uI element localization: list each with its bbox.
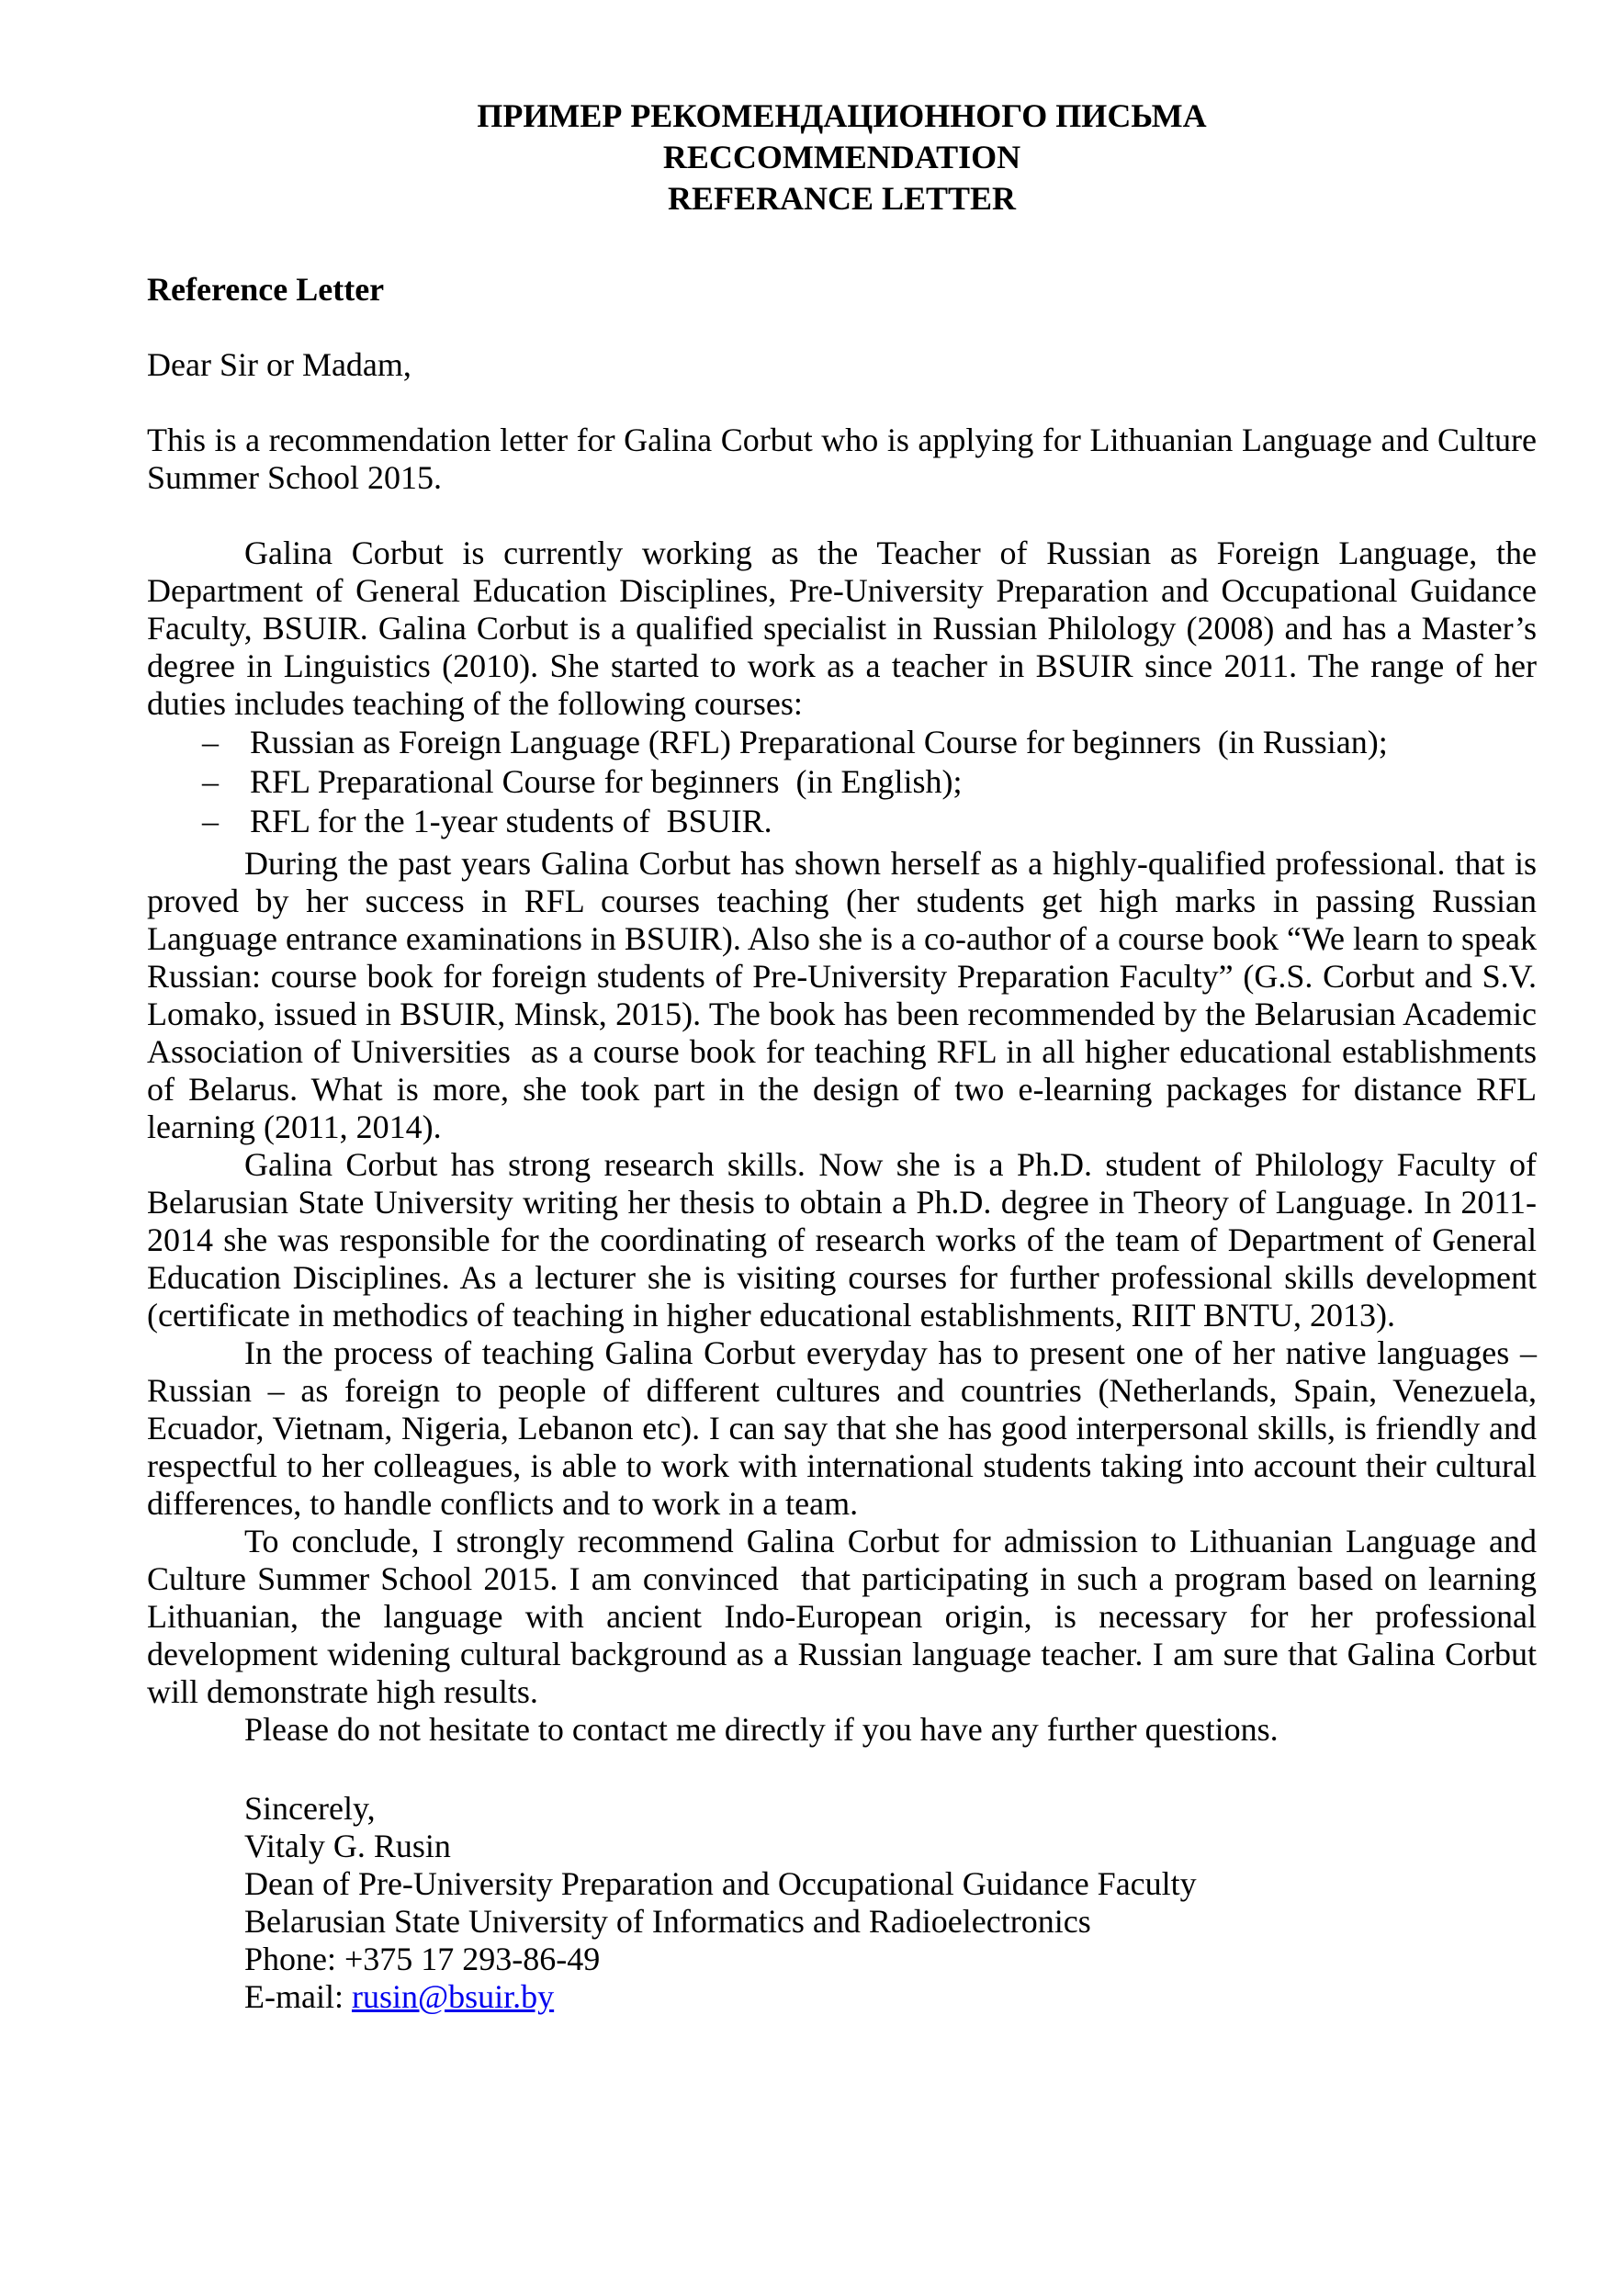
research-paragraph: Galina Corbut has strong research skills. Now she is a Ph.D. student of Philology Faculty of Belarusian State University writing her thesis to obtain a Ph.D. degree in Theory of Language. In 2011-2014 she was responsible for the coordinating of research works of the team of Department of General Education Disciplines. As a lecturer she is visiting courses for further professional skills development (certificate in methodics of teaching in higher educational establishments, RIIT BNTU, 2013). bbox=[147, 1146, 1545, 1334]
title-line-reference: REFERANCE LETTER bbox=[667, 180, 1017, 217]
title-line-russian: ПРИМЕР РЕКОМЕНДАЦИОННОГО ПИСЬМА bbox=[477, 97, 1207, 134]
title-line-recommendation: RECCOMMENDATION bbox=[662, 139, 1021, 175]
teaching-paragraph: In the process of teaching Galina Corbut everyday has to present one of her native languages – Russian – as foreign to people of different cultures and countries (Netherlands, Spain, Venezuela, Ecuador, Vietnam, Nigeria, Lebanon etc). I can say that she has good interpersonal skills, is friendly and respectful to her colleagues, is able to work with international students taking into account their cultural differences, to handle conflicts and to work in a team. bbox=[147, 1334, 1545, 1522]
dash-bullet-icon: – bbox=[202, 724, 219, 760]
course-item-label: RFL for the 1-year students of BSUIR. bbox=[250, 803, 772, 839]
current-position-paragraph: Galina Corbut is currently working as the Teacher of Russian as Foreign Language, the Department of General Education Disciplines, Pre-University Preparation and Occupational Guidance Faculty, BSUIR. Galina Corbut is a qualified specialist in Russian Philology (2008) and has a Master’s degree in Linguistics (2010). She started to work as a teacher in BSUIR since 2011. The range of her duties includes teaching of the following courses: bbox=[147, 535, 1545, 722]
section-heading: Reference Letter bbox=[147, 271, 385, 308]
course-item bbox=[147, 802, 1537, 841]
signature-email-line bbox=[244, 1978, 1537, 2016]
course-item-label: Russian as Foreign Language (RFL) Preparational Course for beginners (in Russian); bbox=[250, 724, 1388, 760]
dash-bullet-icon: – bbox=[202, 803, 219, 839]
salutation: Dear Sir or Madam, bbox=[147, 346, 411, 383]
document-title-block bbox=[147, 96, 1537, 219]
signature-block bbox=[244, 1790, 1537, 2016]
contact-note: Please do not hesitate to contact me directly if you have any further questions. bbox=[244, 1711, 1279, 1748]
dash-bullet-icon: – bbox=[202, 763, 219, 800]
intro-paragraph: This is a recommendation letter for Galina Corbut who is applying for Lithuanian Language and Culture Summer School 2015. bbox=[147, 422, 1545, 496]
signature-phone: Phone: +375 17 293-86-49 bbox=[244, 1941, 601, 1977]
achievements-paragraph: During the past years Galina Corbut has shown herself as a highly-qualified professional. that is proved by her success in RFL courses teaching (her students get high marks in passing Russian Language entrance examinations in BSUIR). Also she is a co-author of a course book “We learn to speak Russian: course book for foreign students of Pre-University Preparation Faculty” (G.S. Corbut and S.V. Lomako, issued in BSUIR, Minsk, 2015). The book has been recommended by the Belarusian Academic Association of Universities as a course book for teaching RFL in all higher educational establishments of Belarus. What is more, she took part in the design of two e-learning packages for distance RFL learning (2011, 2014). bbox=[147, 845, 1545, 1145]
signature-title: Dean of Pre-University Preparation and Occupational Guidance Faculty bbox=[244, 1865, 1197, 1902]
signature-organization: Belarusian State University of Informatics and Radioelectronics bbox=[244, 1903, 1091, 1940]
course-item bbox=[147, 762, 1537, 802]
email-link[interactable]: rusin@bsuir.by bbox=[351, 1978, 555, 2015]
course-item bbox=[147, 723, 1537, 762]
email-label: E-mail: bbox=[244, 1978, 352, 2015]
course-item-label: RFL Preparational Course for beginners (in English); bbox=[250, 763, 963, 800]
signature-name: Vitaly G. Rusin bbox=[244, 1828, 451, 1864]
course-list bbox=[147, 723, 1537, 841]
signature-closing: Sincerely, bbox=[244, 1790, 376, 1827]
conclusion-paragraph: To conclude, I strongly recommend Galina Corbut for admission to Lithuanian Language and Culture Summer School 2015. I am convinced that participating in such a program based on learning Lithuanian, the language with ancient Indo-European origin, is necessary for her professional development widening cultural background as a Russian language teacher. I am sure that Galina Corbut will demonstrate high results. bbox=[147, 1523, 1545, 1710]
